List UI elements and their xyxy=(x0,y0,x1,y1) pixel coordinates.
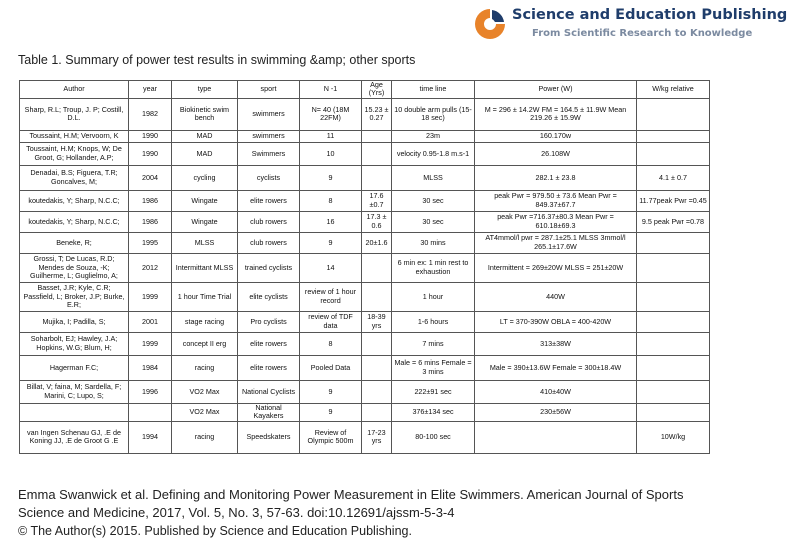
table-row xyxy=(20,421,710,453)
table-title: Table 1. Summary of power test results in swimming &amp; other sports xyxy=(18,53,416,67)
cell-age: 15.23 ± 0.27 xyxy=(362,98,392,130)
cell-author: koutedakis, Y; Sharp, N.C.C; xyxy=(20,190,129,211)
cell-age: 17-23 yrs xyxy=(362,421,392,453)
cell-power: Male = 390±13.6W Female = 300±18.4W xyxy=(475,355,637,380)
cell-n: 8 xyxy=(300,332,362,355)
cell-sport: elite rowers xyxy=(238,355,300,380)
table-row xyxy=(20,311,710,332)
cell-year xyxy=(129,403,172,421)
cell-time-line: MLSS xyxy=(392,165,475,190)
cell-time-line: 7 mins xyxy=(392,332,475,355)
cell-power: 440W xyxy=(475,282,637,311)
cell-age: 20±1.6 xyxy=(362,232,392,253)
cell-power: Intermittent = 269±20W MLSS = 251±20W xyxy=(475,253,637,282)
cell-time-line: 80-100 sec xyxy=(392,421,475,453)
cell-author: Grossi, T; De Lucas, R.D; Mendes de Souza, -K; Guilherme, L; Guglielmo, A; xyxy=(20,253,129,282)
publisher-logo xyxy=(472,4,787,44)
cell-sport: National Kayakers xyxy=(238,403,300,421)
cell-author: Hagerman F.C; xyxy=(20,355,129,380)
cell-type: cycling xyxy=(172,165,238,190)
cell-n: review of TDF data xyxy=(300,311,362,332)
cell-author: Sharp, R.L; Troup, J. P; Costill, D.L. xyxy=(20,98,129,130)
cell-author: Billat, V; faina, M; Sardella, F; Marini, C; Lupo, S; xyxy=(20,380,129,403)
cell-author: Beneke, R; xyxy=(20,232,129,253)
cell-wkg xyxy=(637,403,710,421)
cell-sport: elite rowers xyxy=(238,190,300,211)
publisher-name: Science and Education Publishing xyxy=(512,7,787,23)
cell-age xyxy=(362,355,392,380)
cell-time-line: 376±134 sec xyxy=(392,403,475,421)
cell-n: 8 xyxy=(300,190,362,211)
cell-type: MLSS xyxy=(172,232,238,253)
cell-sport: trained cyclists xyxy=(238,253,300,282)
header-year: year xyxy=(129,81,172,99)
cell-time-line: velocity 0.95-1.8 m.s-1 xyxy=(392,142,475,165)
cell-power: 230±56W xyxy=(475,403,637,421)
cell-power: peak Pwr = 979.50 ± 73.6 Mean Pwr = 849.37±67.7 xyxy=(475,190,637,211)
cell-age xyxy=(362,165,392,190)
cell-n: Review of Olympic 500m xyxy=(300,421,362,453)
header-age: Age (Yrs) xyxy=(362,81,392,99)
publisher-tagline: From Scientific Research to Knowledge xyxy=(532,28,753,39)
cell-n: review of 1 hour record xyxy=(300,282,362,311)
cell-type: stage racing xyxy=(172,311,238,332)
cell-time-line: Male = 6 mins Female = 3 mins xyxy=(392,355,475,380)
cell-sport: cyclists xyxy=(238,165,300,190)
cell-time-line: 1 hour xyxy=(392,282,475,311)
cell-author: Soharbolt, EJ; Hawley, J.A; Hopkins, W.G; Blum, H; xyxy=(20,332,129,355)
cell-type: racing xyxy=(172,421,238,453)
cell-type: Wingate xyxy=(172,211,238,232)
cell-time-line: 30 sec xyxy=(392,211,475,232)
cell-age xyxy=(362,253,392,282)
cell-wkg xyxy=(637,332,710,355)
table-row xyxy=(20,380,710,403)
copyright: © The Author(s) 2015. Published by Science and Education Publishing. xyxy=(18,524,412,538)
table-row xyxy=(20,332,710,355)
cell-type: concept II erg xyxy=(172,332,238,355)
cell-wkg: 9.5 peak Pwr =0.78 xyxy=(637,211,710,232)
header-author: Author xyxy=(20,81,129,99)
publisher-logo-icon xyxy=(472,6,508,42)
cell-type: MAD xyxy=(172,142,238,165)
cell-sport: elite cyclists xyxy=(238,282,300,311)
header-time-line: time line xyxy=(392,81,475,99)
cell-wkg xyxy=(637,311,710,332)
table-row xyxy=(20,130,710,142)
cell-n: 11 xyxy=(300,130,362,142)
cell-sport: National Cyclists xyxy=(238,380,300,403)
citation: Emma Swanwick et al. Defining and Monitoring Power Measurement in Elite Swimmers. American Journal of Sports Science and Medicine, 2017, Vol. 5, No. 3, 57-63. doi:10.12691/ajssm-5-3-4 xyxy=(18,487,684,520)
cell-age xyxy=(362,380,392,403)
cell-time-line: 30 sec xyxy=(392,190,475,211)
cell-age: 17.3 ± 0.6 xyxy=(362,211,392,232)
cell-year: 2012 xyxy=(129,253,172,282)
cell-type: VO2 Max xyxy=(172,380,238,403)
cell-sport: swimmers xyxy=(238,130,300,142)
cell-power: 410±40W xyxy=(475,380,637,403)
cell-author: Basset, J.R; Kyle, C.R; Passfield, L; Broker, J.P; Burke, E.R; xyxy=(20,282,129,311)
cell-power: LT = 370-390W OBLA = 400-420W xyxy=(475,311,637,332)
cell-sport: Swimmers xyxy=(238,142,300,165)
cell-author: Mujika, I; Padilla, S; xyxy=(20,311,129,332)
cell-sport: Speedskaters xyxy=(238,421,300,453)
cell-year: 1999 xyxy=(129,282,172,311)
cell-age xyxy=(362,332,392,355)
cell-wkg xyxy=(637,130,710,142)
table-row xyxy=(20,232,710,253)
cell-time-line: 23m xyxy=(392,130,475,142)
header-sport: sport xyxy=(238,81,300,99)
cell-wkg: 4.1 ± 0.7 xyxy=(637,165,710,190)
cell-type: racing xyxy=(172,355,238,380)
cell-wkg xyxy=(637,355,710,380)
cell-time-line: 30 mins xyxy=(392,232,475,253)
cell-type: Biokinetic swim bench xyxy=(172,98,238,130)
cell-age xyxy=(362,130,392,142)
header-power: Power (W) xyxy=(475,81,637,99)
header-n: N -1 xyxy=(300,81,362,99)
cell-wkg xyxy=(637,232,710,253)
cell-power: 160.170w xyxy=(475,130,637,142)
cell-year: 1984 xyxy=(129,355,172,380)
cell-year: 2004 xyxy=(129,165,172,190)
cell-n: N= 40 (18M 22FM) xyxy=(300,98,362,130)
cell-year: 2001 xyxy=(129,311,172,332)
cell-author: koutedakis, Y; Sharp, N.C.C; xyxy=(20,211,129,232)
cell-power: AT4mmol/l pwr = 287.1±25.1 MLSS 3mmol/l 265.1±17.6W xyxy=(475,232,637,253)
cell-n: 16 xyxy=(300,211,362,232)
cell-year: 1990 xyxy=(129,130,172,142)
cell-year: 1999 xyxy=(129,332,172,355)
cell-year: 1986 xyxy=(129,190,172,211)
cell-n: 9 xyxy=(300,232,362,253)
cell-type: 1 hour Time Trial xyxy=(172,282,238,311)
table-header-row xyxy=(20,81,710,99)
cell-power: 313±38W xyxy=(475,332,637,355)
cell-n: 9 xyxy=(300,380,362,403)
cell-n: Pooled Data xyxy=(300,355,362,380)
cell-time-line: 1-6 hours xyxy=(392,311,475,332)
cell-wkg xyxy=(637,142,710,165)
cell-time-line: 222±91 sec xyxy=(392,380,475,403)
cell-n: 9 xyxy=(300,403,362,421)
summary-table xyxy=(19,80,710,454)
cell-author: Denadai, B.S; Figuera, T.R; Goncalves, M; xyxy=(20,165,129,190)
cell-wkg xyxy=(637,282,710,311)
cell-type: MAD xyxy=(172,130,238,142)
table-row xyxy=(20,282,710,311)
cell-age xyxy=(362,282,392,311)
cell-age: 17.6 ±0.7 xyxy=(362,190,392,211)
cell-age: 18-39 yrs xyxy=(362,311,392,332)
cell-wkg: 10W/kg xyxy=(637,421,710,453)
table-row xyxy=(20,403,710,421)
cell-author: Toussaint, H.M; Knops, W; De Groot, G; Hollander, A.P; xyxy=(20,142,129,165)
cell-author: Toussaint, H.M; Vervoorn, K xyxy=(20,130,129,142)
cell-author xyxy=(20,403,129,421)
cell-year: 1994 xyxy=(129,421,172,453)
header-wkg: W/kg relative xyxy=(637,81,710,99)
cell-power: 282.1 ± 23.8 xyxy=(475,165,637,190)
cell-wkg xyxy=(637,98,710,130)
cell-author: van Ingen Schenau GJ, .E de Koning JJ, .E de Groot G .E xyxy=(20,421,129,453)
table-row xyxy=(20,142,710,165)
cell-year: 1982 xyxy=(129,98,172,130)
cell-power: M = 296 ± 14.2W FM = 164.5 ± 11.9W Mean 219.26 ± 15.9W xyxy=(475,98,637,130)
cell-time-line: 6 min ex: 1 min rest to exhaustion xyxy=(392,253,475,282)
cell-sport: club rowers xyxy=(238,232,300,253)
cell-time-line: 10 double arm pulls (15-18 sec) xyxy=(392,98,475,130)
cell-sport: Pro cyclists xyxy=(238,311,300,332)
header-type: type xyxy=(172,81,238,99)
cell-power: peak Pwr =716.37±80.3 Mean Pwr = 610.18±69.3 xyxy=(475,211,637,232)
table-row xyxy=(20,165,710,190)
table-row xyxy=(20,253,710,282)
cell-age xyxy=(362,142,392,165)
cell-type: Wingate xyxy=(172,190,238,211)
cell-wkg xyxy=(637,253,710,282)
cell-type: VO2 Max xyxy=(172,403,238,421)
cell-sport: club rowers xyxy=(238,211,300,232)
table-row xyxy=(20,211,710,232)
table-row xyxy=(20,98,710,130)
cell-sport: swimmers xyxy=(238,98,300,130)
table-row xyxy=(20,355,710,380)
cell-power xyxy=(475,421,637,453)
cell-sport: elite rowers xyxy=(238,332,300,355)
cell-wkg: 11.77peak Pwr =0.45 xyxy=(637,190,710,211)
cell-year: 1990 xyxy=(129,142,172,165)
cell-n: 14 xyxy=(300,253,362,282)
cell-wkg xyxy=(637,380,710,403)
table-body xyxy=(20,98,710,453)
cell-year: 1995 xyxy=(129,232,172,253)
table-row xyxy=(20,190,710,211)
cell-n: 9 xyxy=(300,165,362,190)
cell-n: 10 xyxy=(300,142,362,165)
cell-age xyxy=(362,403,392,421)
cell-type: Intermittant MLSS xyxy=(172,253,238,282)
cell-year: 1986 xyxy=(129,211,172,232)
cell-power: 26.108W xyxy=(475,142,637,165)
cell-year: 1996 xyxy=(129,380,172,403)
